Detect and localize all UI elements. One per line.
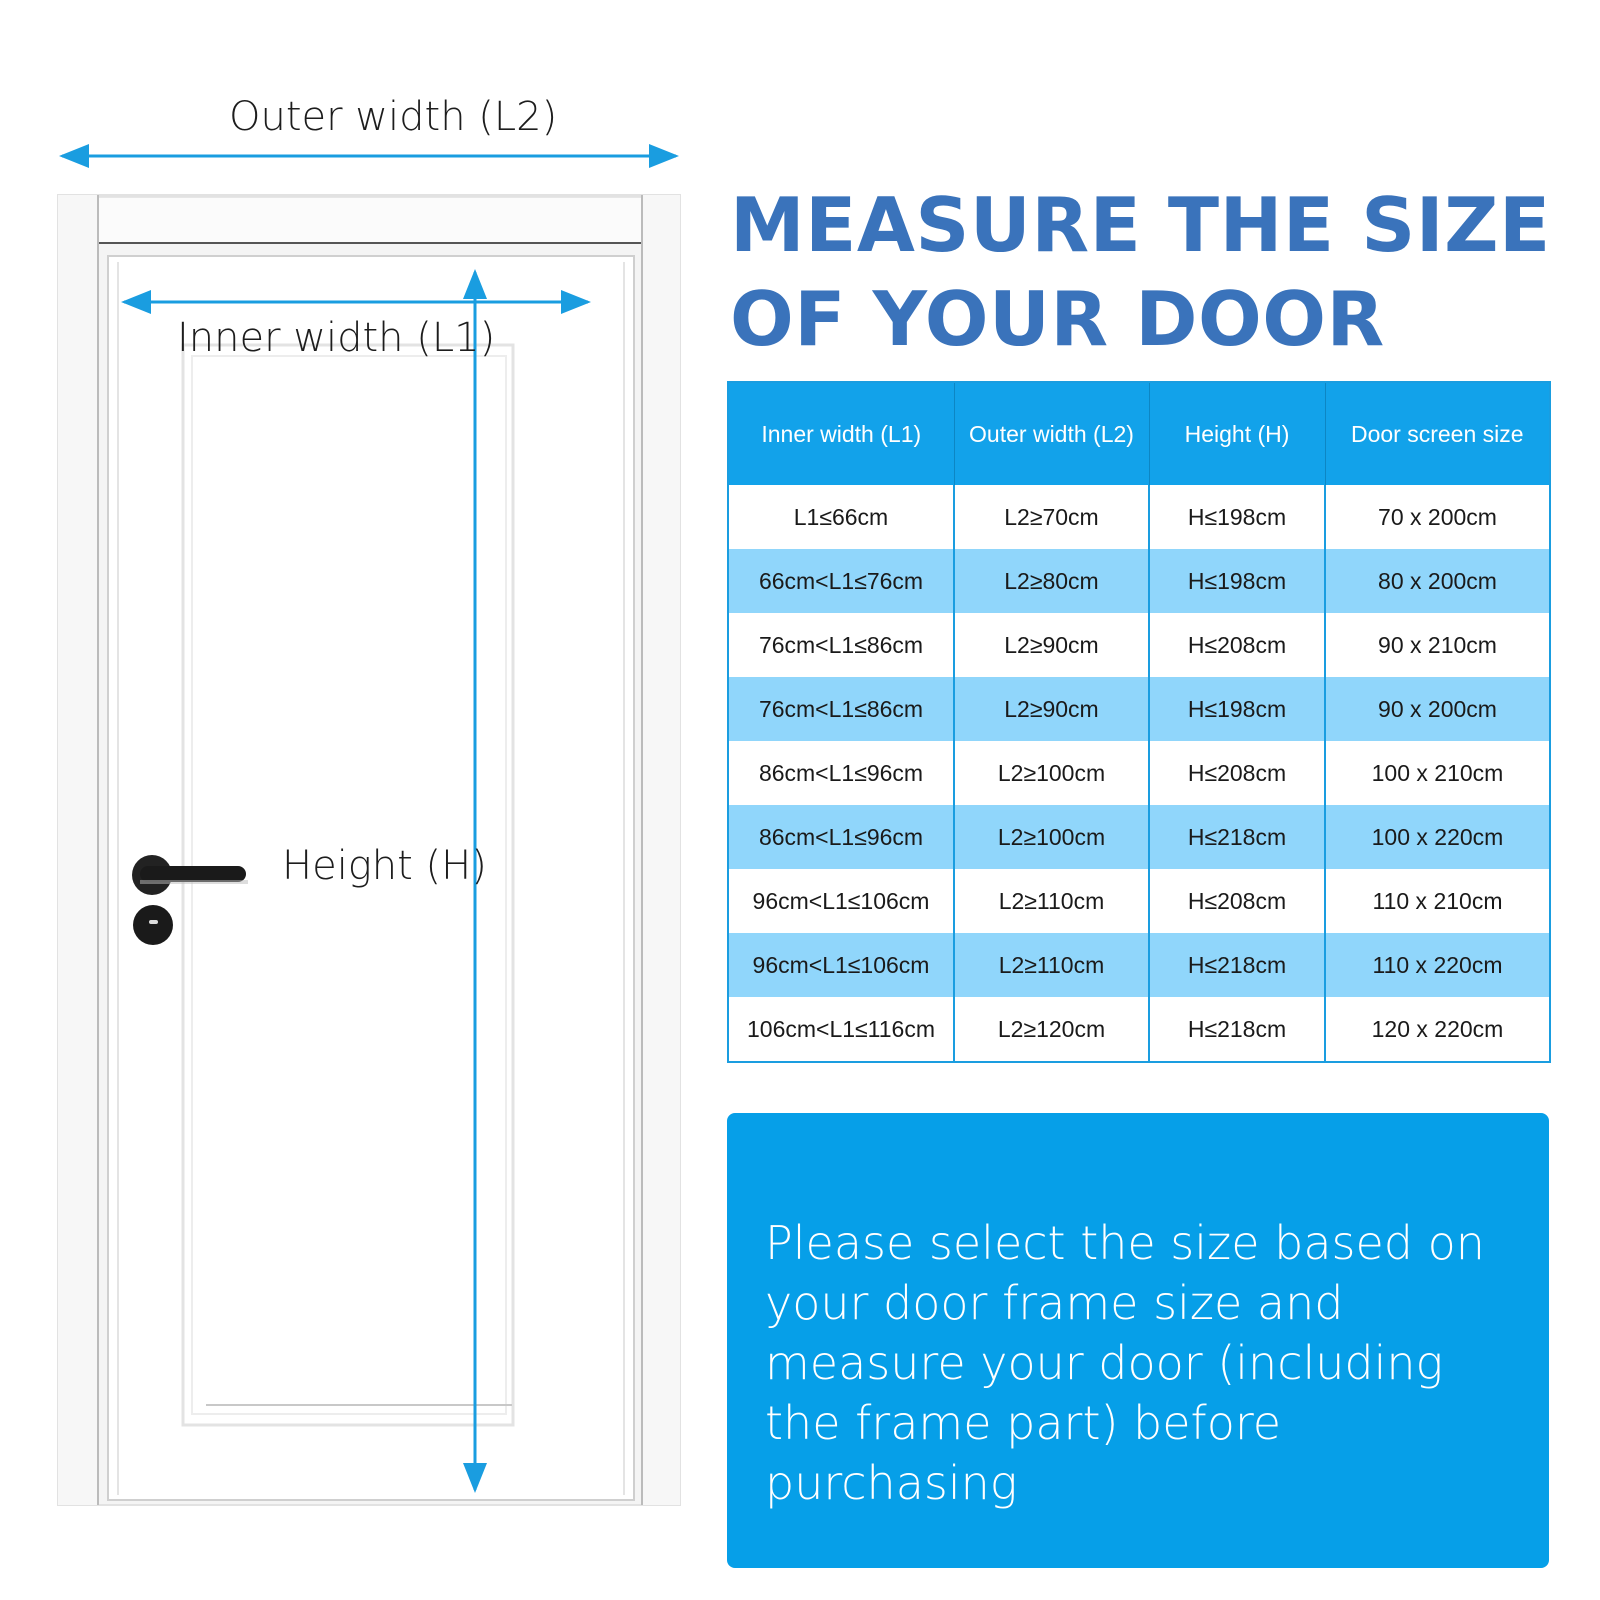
cell-outer-width: L2≥110cm xyxy=(954,869,1149,933)
table-row xyxy=(728,613,1550,677)
cell-door-screen-size: 110 x 220cm xyxy=(1325,933,1550,997)
cell-door-screen-size: 90 x 200cm xyxy=(1325,677,1550,741)
height-label: Height (H) xyxy=(282,843,487,889)
cell-outer-width: L2≥70cm xyxy=(954,485,1149,549)
cell-height: H≤198cm xyxy=(1149,485,1325,549)
cell-height: H≤218cm xyxy=(1149,933,1325,997)
inner-width-label: Inner width (L1) xyxy=(177,315,496,361)
cell-outer-width: L2≥90cm xyxy=(954,677,1149,741)
cell-height: H≤198cm xyxy=(1149,677,1325,741)
cell-inner-width: 86cm<L1≤96cm xyxy=(728,805,954,869)
cell-height: H≤208cm xyxy=(1149,741,1325,805)
table-row xyxy=(728,677,1550,741)
table-row xyxy=(728,997,1550,1062)
cell-height: H≤218cm xyxy=(1149,997,1325,1062)
cell-outer-width: L2≥80cm xyxy=(954,549,1149,613)
cell-door-screen-size: 70 x 200cm xyxy=(1325,485,1550,549)
cell-outer-width: L2≥90cm xyxy=(954,613,1149,677)
notice-text: Please select the size based on your door frame size and measure your door (including the frame part) before purchasing xyxy=(765,1216,1485,1510)
door-lock xyxy=(133,905,173,945)
cell-door-screen-size: 100 x 220cm xyxy=(1325,805,1550,869)
cell-door-screen-size: 100 x 210cm xyxy=(1325,741,1550,805)
cell-outer-width: L2≥100cm xyxy=(954,741,1149,805)
page-title: MEASURE THE SIZE OF YOUR DOOR xyxy=(730,181,1551,363)
table-row xyxy=(728,485,1550,549)
cell-outer-width: L2≥110cm xyxy=(954,933,1149,997)
table-row xyxy=(728,805,1550,869)
cell-height: H≤208cm xyxy=(1149,613,1325,677)
table-row xyxy=(728,549,1550,613)
cell-inner-width: L1≤66cm xyxy=(728,485,954,549)
cell-inner-width: 86cm<L1≤96cm xyxy=(728,741,954,805)
cell-inner-width: 106cm<L1≤116cm xyxy=(728,997,954,1062)
table-row xyxy=(728,933,1550,997)
header-inner-width: Inner width (L1) xyxy=(728,382,954,485)
door-diagram xyxy=(0,0,700,1600)
table-row xyxy=(728,869,1550,933)
header-outer-width: Outer width (L2) xyxy=(954,382,1149,485)
cell-outer-width: L2≥100cm xyxy=(954,805,1149,869)
notice-box xyxy=(727,1113,1549,1568)
cell-outer-width: L2≥120cm xyxy=(954,997,1149,1062)
cell-inner-width: 66cm<L1≤76cm xyxy=(728,549,954,613)
door-illustration xyxy=(0,0,700,1600)
cell-inner-width: 96cm<L1≤106cm xyxy=(728,869,954,933)
cell-door-screen-size: 120 x 220cm xyxy=(1325,997,1550,1062)
cell-door-screen-size: 80 x 200cm xyxy=(1325,549,1550,613)
cell-inner-width: 76cm<L1≤86cm xyxy=(728,677,954,741)
cell-door-screen-size: 90 x 210cm xyxy=(1325,613,1550,677)
cell-door-screen-size: 110 x 210cm xyxy=(1325,869,1550,933)
cell-inner-width: 76cm<L1≤86cm xyxy=(728,613,954,677)
cell-height: H≤218cm xyxy=(1149,805,1325,869)
cell-inner-width: 96cm<L1≤106cm xyxy=(728,933,954,997)
cell-height: H≤198cm xyxy=(1149,549,1325,613)
header-height: Height (H) xyxy=(1149,382,1325,485)
header-door-screen-size: Door screen size xyxy=(1325,382,1550,485)
cell-height: H≤208cm xyxy=(1149,869,1325,933)
size-chart-table xyxy=(727,381,1551,1063)
table-row xyxy=(728,741,1550,805)
table-header-row xyxy=(728,382,1550,485)
outer-width-label: Outer width (L2) xyxy=(229,94,558,140)
